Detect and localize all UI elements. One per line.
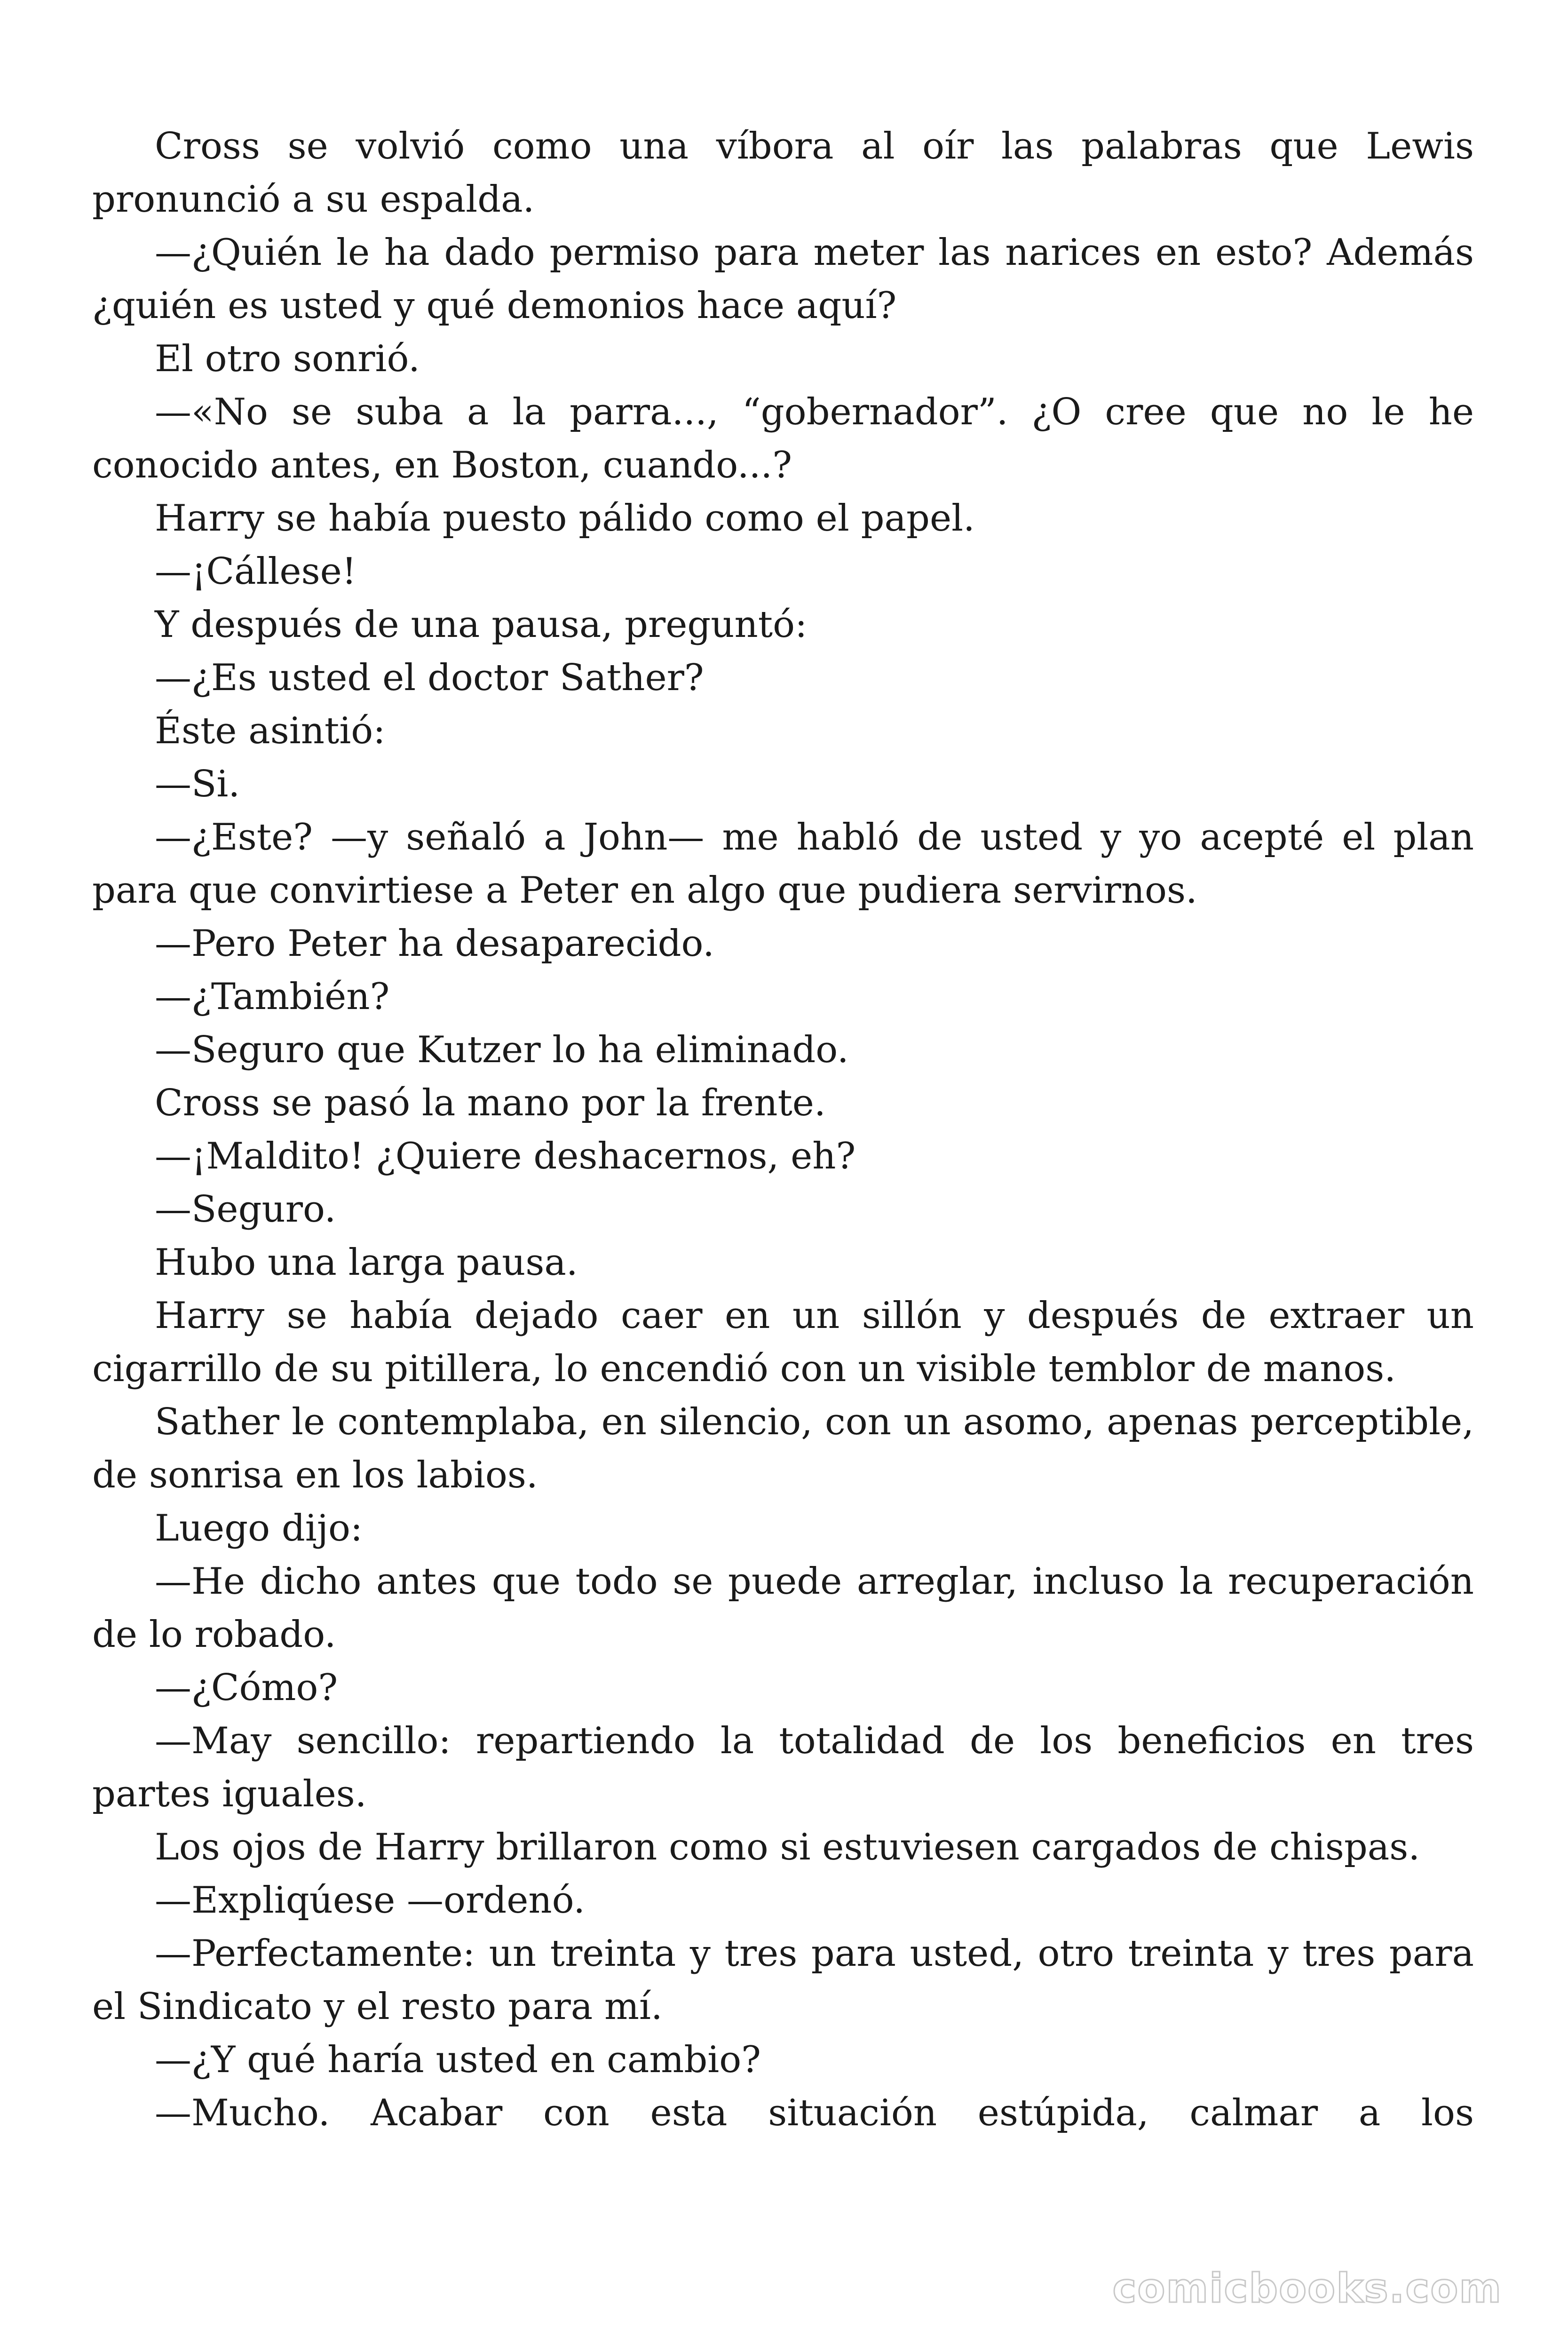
paragraph: —¿También?	[155, 976, 390, 1018]
paragraph: —¿Quién le ha dado permiso para meter las narices en esto? Además ¿quién es usted y qué demonios hace aquí?	[92, 231, 1474, 327]
paragraph: —¿Cómo?	[155, 1667, 338, 1709]
paragraph: —Si.	[155, 763, 240, 805]
paragraph: Los ojos de Harry brillaron como si estuviesen cargados de chispas.	[155, 1826, 1420, 1868]
paragraph: Sather le contemplaba, en silencio, con un asomo, apenas perceptible, de sonrisa en los labios.	[92, 1401, 1474, 1496]
page-body-text	[92, 120, 1474, 2140]
paragraph: Éste asintió:	[155, 710, 386, 752]
paragraph: El otro sonrió.	[155, 338, 420, 380]
paragraph: Hubo una larga pausa.	[155, 1241, 578, 1284]
paragraph: —He dicho antes que todo se puede arreglar, incluso la recuperación de lo robado.	[92, 1560, 1474, 1656]
paragraph: —Expliqúese —ordenó.	[155, 1879, 586, 1922]
paragraph: —«No se suba a la parra..., “gobernador”. ¿O cree que no le he conocido antes, en Boston, cuando...?	[92, 391, 1474, 486]
paragraph: —¿Es usted el doctor Sather?	[155, 657, 704, 699]
paragraph: Cross se volvió como una víbora al oír las palabras que Lewis pronunció a su espalda.	[92, 125, 1474, 221]
paragraph: Cross se pasó la mano por la frente.	[155, 1082, 826, 1124]
paragraph: Harry se había dejado caer en un sillón y después de extraer un cigarrillo de su pitillera, lo encendió con un visible temblor de manos.	[92, 1295, 1474, 1390]
paragraph: —Seguro que Kutzer lo ha eliminado.	[155, 1029, 849, 1071]
paragraph: —Pero Peter ha desaparecido.	[155, 922, 714, 965]
paragraph: —Seguro.	[155, 1188, 336, 1231]
paragraph: Y después de una pausa, preguntó:	[155, 604, 808, 646]
paragraph: Luego dijo:	[155, 1507, 363, 1549]
paragraph: Harry se había puesto pálido como el papel.	[155, 497, 975, 540]
paragraph: —¿Este? —y señaló a John— me habló de usted y yo acepté el plan para que convirtiese a Peter en algo que pudiera servirnos.	[92, 816, 1474, 912]
paragraph: —¡Maldito! ¿Quiere deshacernos, eh?	[155, 1135, 856, 1177]
paragraph: —Perfectamente: un treinta y tres para usted, otro treinta y tres para el Sindicato y el resto para mí.	[92, 1932, 1474, 2028]
watermark: comicbooks.com	[1112, 2265, 1502, 2312]
paragraph: —¿Y qué haría usted en cambio?	[155, 2039, 761, 2081]
paragraph: —May sencillo: repartiendo la totalidad de los beneficios en tres partes iguales.	[92, 1720, 1474, 1815]
paragraph: —Mucho. Acabar con esta situación estúpida, calmar a los	[155, 2092, 1474, 2134]
paragraph: —¡Cállese!	[155, 550, 357, 593]
